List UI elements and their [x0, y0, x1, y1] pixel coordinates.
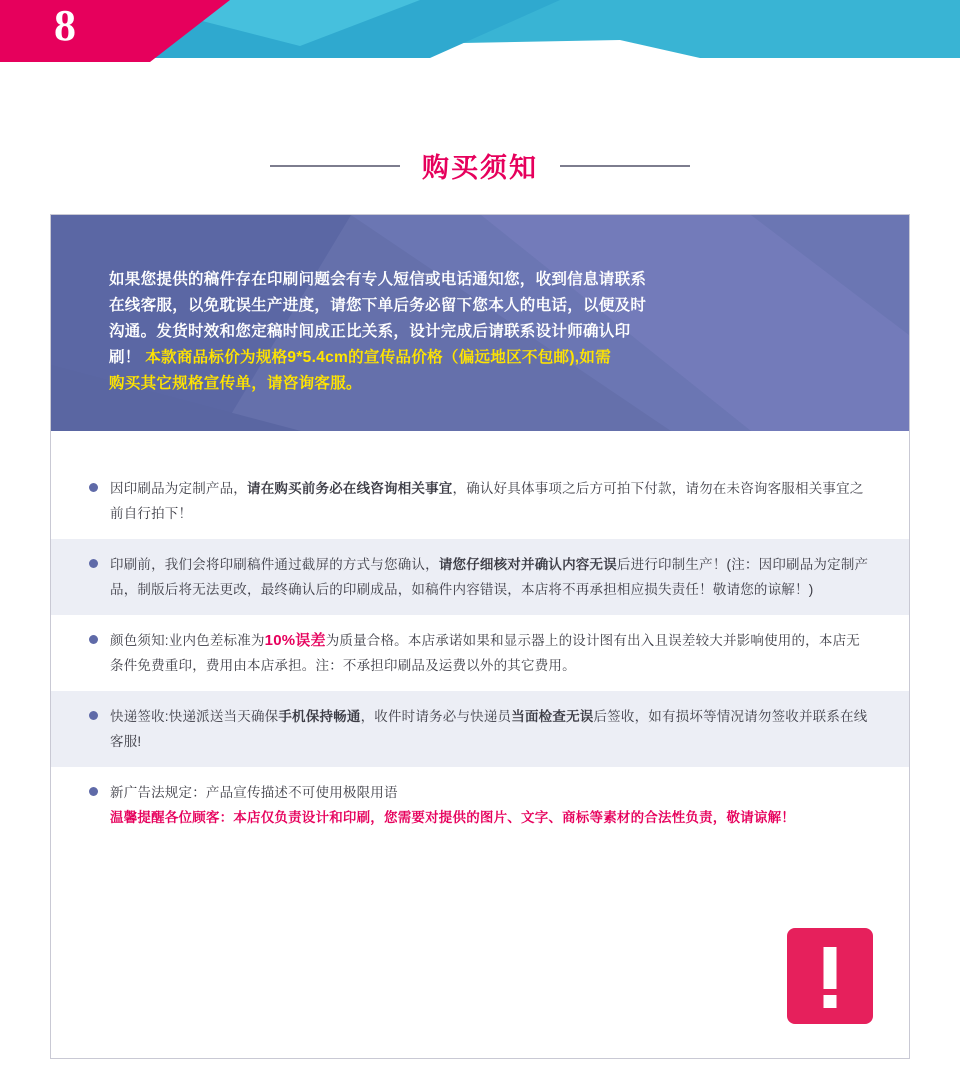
- notice-item: [51, 767, 909, 843]
- notice-text-segment: 颜色须知:业内色差标准为: [110, 633, 265, 648]
- header-line-5-highlight: 购买其它规格宣传单，请咨询客服。: [109, 375, 362, 392]
- notice-text-segment: 后进行印制生产！(注：因印刷品为定制产品，制版后将无法更改，最终确认后的印刷成品，如稿件内容错误，本店将不再承担相应损失责任！敬请您的谅解！): [110, 557, 869, 597]
- bullet-icon: [89, 635, 98, 644]
- title-rule-right: [560, 165, 690, 167]
- card-header: [51, 215, 909, 431]
- notice-text-segment: ，确认好具体事项之后方可拍下付款，请勿在未咨询客服相关事宜之前自行拍下！: [110, 481, 864, 521]
- notice-text-segment: 请您仔细核对并确认内容无误: [438, 557, 617, 572]
- notice-text-segment: 请在购买前务必在线咨询相关事宜: [247, 481, 453, 496]
- notice-text-segment: 印刷前，我们会将印刷稿件通过截屏的方式与您确认，: [110, 557, 439, 572]
- header-line-4-prefix: 刷！: [109, 349, 141, 366]
- header-line-1: 如果您提供的稿件存在印刷问题会有专人短信或电话通知您，收到信息请联系: [109, 271, 647, 288]
- notice-item-text: [110, 476, 869, 526]
- notice-text-segment: 手机保持畅通: [278, 709, 361, 724]
- section-title-row: [0, 146, 960, 185]
- header-notice-text: [109, 267, 867, 397]
- notice-item: [51, 463, 909, 539]
- exclamation-badge: [787, 928, 873, 1024]
- bullet-icon: [89, 711, 98, 720]
- notice-item-text: [110, 628, 869, 678]
- notice-text-segment: ，收件时请务必与快递员: [360, 709, 512, 724]
- bullet-icon: [89, 787, 98, 796]
- purchase-notice-card: [50, 214, 910, 1059]
- notice-text-segment: 快递签收:快递派送当天确保: [110, 709, 279, 724]
- notice-item: [51, 539, 909, 615]
- notice-text-segment: 为质量合格。本店承诺如果和显示器上的设计图有出入且误差较大并影响使用的，本店无条件免费重印，费用由本店承担。注：不承担印刷品及运费以外的其它费用。: [110, 633, 860, 673]
- exclamation-dot: [824, 995, 837, 1008]
- bullet-icon: [89, 559, 98, 568]
- bullet-icon: [89, 483, 98, 492]
- notice-list: [51, 431, 909, 843]
- notice-text-segment: 后签收，如有损坏等情况请勿签收并联系在线客服!: [110, 709, 868, 749]
- banner-graphic: [0, 0, 960, 62]
- exclamation-stem: [824, 947, 837, 989]
- page-title: 购买须知: [422, 153, 538, 183]
- notice-item: [51, 691, 909, 767]
- notice-text-segment: 10%误差: [264, 632, 326, 649]
- notice-text-segment: 当面检查无误: [511, 709, 594, 724]
- notice-item-text: [110, 704, 869, 754]
- banner-step-number: 8: [54, 1, 76, 50]
- header-line-3: 沟通。发货时效和您定稿时间成正比关系，设计完成后请联系设计师确认印: [109, 323, 631, 340]
- header-line-4-highlight: 本款商品标价为规格9*5.4cm的宣传品价格（偏远地区不包邮),如需: [145, 349, 611, 366]
- header-line-2: 在线客服，以免耽误生产进度，请您下单后务必留下您本人的电话，以便及时: [109, 297, 647, 314]
- notice-text-segment: 新广告法规定：产品宣传描述不可使用极限用语: [110, 785, 398, 800]
- top-banner: [0, 0, 960, 62]
- notice-item-text: [110, 552, 869, 602]
- notice-item-text: [110, 780, 795, 830]
- title-rule-left: [270, 165, 400, 167]
- notice-item: [51, 615, 909, 691]
- notice-text-segment: 温馨提醒各位顾客：本店仅负责设计和印刷，您需要对提供的图片、文字、商标等素材的合法性负责，敬请谅解！: [110, 810, 795, 825]
- notice-text-segment: 因印刷品为定制产品，: [110, 481, 247, 496]
